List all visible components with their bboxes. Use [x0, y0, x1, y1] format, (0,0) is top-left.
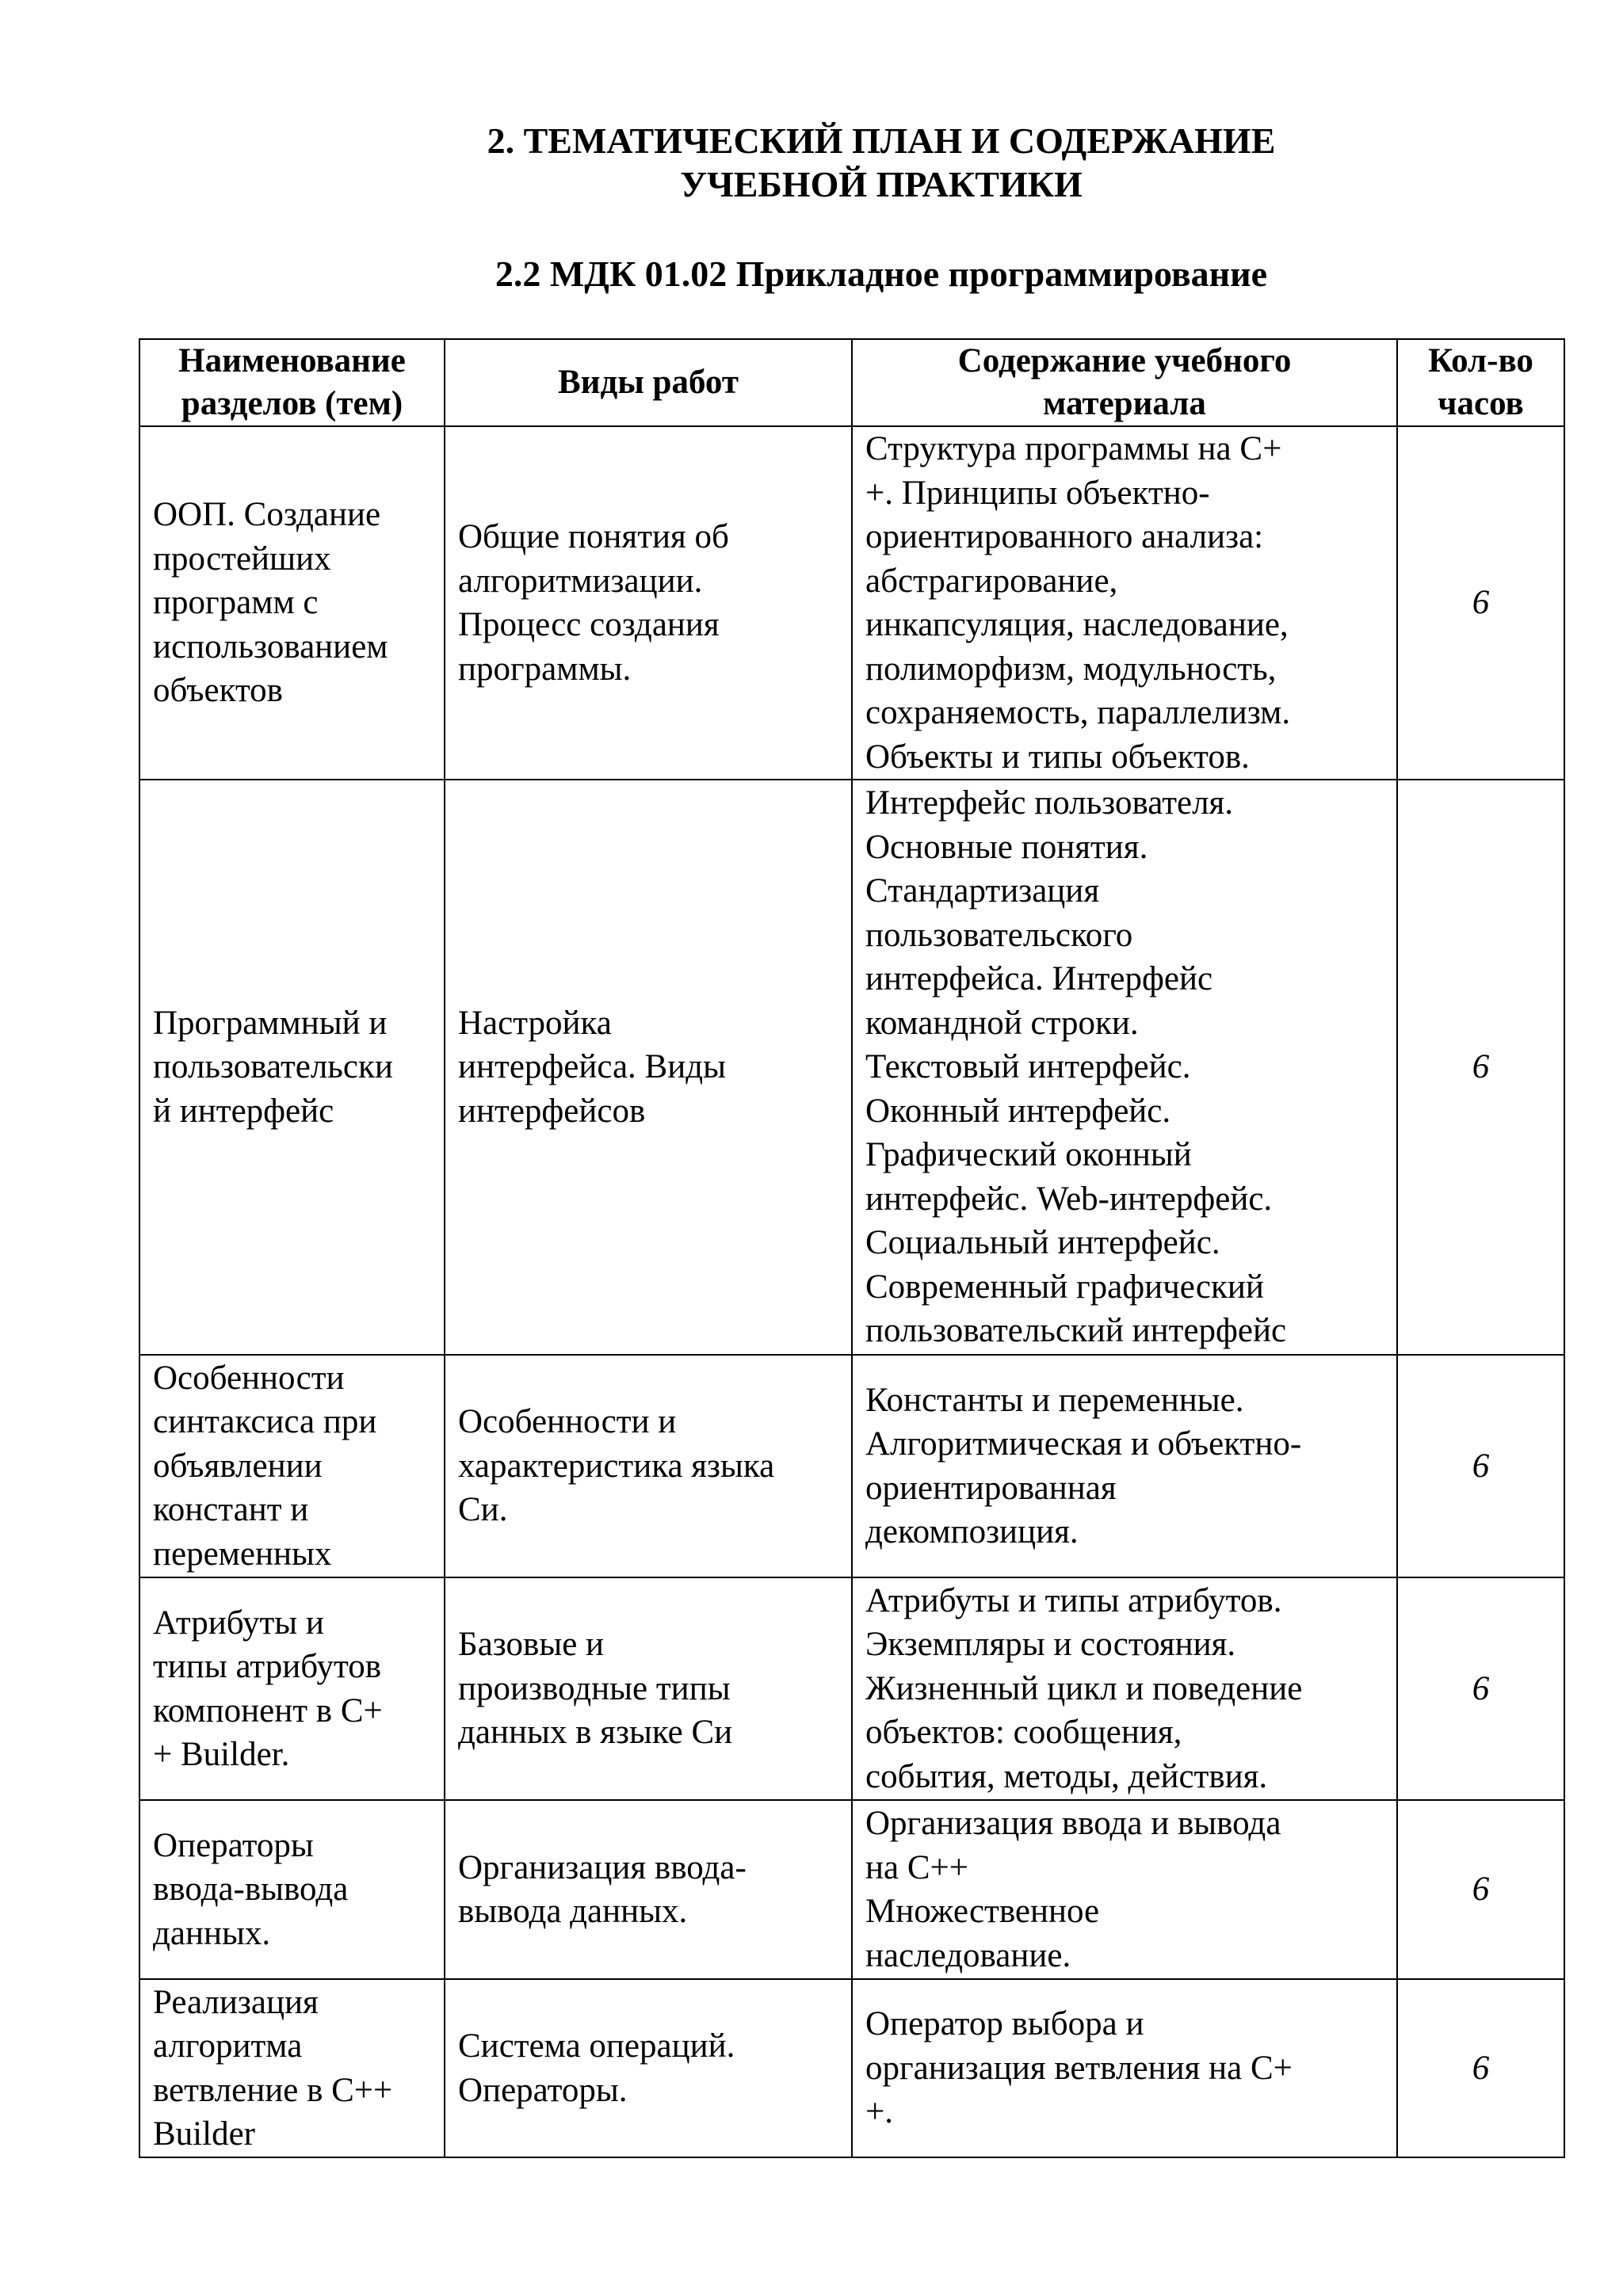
page-title-line-1: 2. ТЕМАТИЧЕСКИЙ ПЛАН И СОДЕРЖАНИЕ	[487, 120, 1276, 161]
cell-work: Настройка интерфейса. Виды интерфейсов	[445, 780, 852, 1355]
table-row	[139, 780, 1564, 1355]
table-row	[139, 1800, 1564, 1979]
page-title-line-2: УЧЕБНОЙ ПРАКТИКИ	[680, 164, 1083, 204]
cell-hours: 6	[1397, 426, 1564, 780]
header-section-names: Наименование разделов (тем)	[139, 339, 445, 426]
thematic-plan-table	[139, 338, 1565, 2158]
table-row	[139, 1979, 1564, 2157]
cell-content: Оператор выбора и организация ветвления на С+ +.	[852, 1979, 1397, 2157]
cell-hours: 6	[1397, 1979, 1564, 2157]
cell-content: Структура программы на С+ +. Принципы объектно- ориентированного анализа: абстрагирование, инкапсуляция, наследование, полиморфизм, модульность, сохраняемость, параллелизм. Объекты и типы объектов.	[852, 426, 1397, 780]
cell-section: Операторы ввода-вывода данных.	[139, 1800, 445, 1979]
cell-hours: 6	[1397, 1800, 1564, 1979]
cell-work: Особенности и характеристика языка Си.	[445, 1355, 852, 1577]
cell-content: Атрибуты и типы атрибутов. Экземпляры и состояния. Жизненный цикл и поведение объектов: сообщения, события, методы, действия.	[852, 1577, 1397, 1800]
cell-content: Интерфейс пользователя. Основные понятия. Стандартизация пользовательского интерфейса. Интерфейс командной строки. Текстовый интерфейс. Оконный интерфейс. Графический оконный интерфейс. Web-интерфейс. Социальный интерфейс. Современный графический пользовательский интерфейс	[852, 780, 1397, 1355]
cell-section: Особенности синтаксиса при объявлении констант и переменных	[139, 1355, 445, 1577]
cell-work: Общие понятия об алгоритмизации. Процесс создания программы.	[445, 426, 852, 780]
cell-section: Атрибуты и типы атрибутов компонент в С+ + Builder.	[139, 1577, 445, 1800]
cell-section: Программный и пользовательски й интерфейс	[139, 780, 445, 1355]
section-subtitle: 2.2 МДК 01.02 Прикладное программирование	[495, 254, 1268, 294]
cell-section: ООП. Создание простейших программ с использованием объектов	[139, 426, 445, 780]
cell-work: Организация ввода- вывода данных.	[445, 1800, 852, 1979]
header-hours: Кол-во часов	[1397, 339, 1564, 426]
header-content: Содержание учебного материала	[852, 339, 1397, 426]
cell-hours: 6	[1397, 1577, 1564, 1800]
table-row	[139, 1355, 1564, 1577]
cell-section: Реализация алгоритма ветвление в С++ Builder	[139, 1979, 445, 2157]
cell-content: Организация ввода и вывода на С++ Множественное наследование.	[852, 1800, 1397, 1979]
cell-work: Базовые и производные типы данных в языке Си	[445, 1577, 852, 1800]
cell-hours: 6	[1397, 1355, 1564, 1577]
table-row	[139, 1577, 1564, 1800]
cell-work: Система операций. Операторы.	[445, 1979, 852, 2157]
cell-hours: 6	[1397, 780, 1564, 1355]
table-row	[139, 426, 1564, 780]
cell-content: Константы и переменные. Алгоритмическая и объектно- ориентированная декомпозиция.	[852, 1355, 1397, 1577]
table-header-row	[139, 339, 1564, 426]
header-work-types: Виды работ	[445, 339, 852, 426]
